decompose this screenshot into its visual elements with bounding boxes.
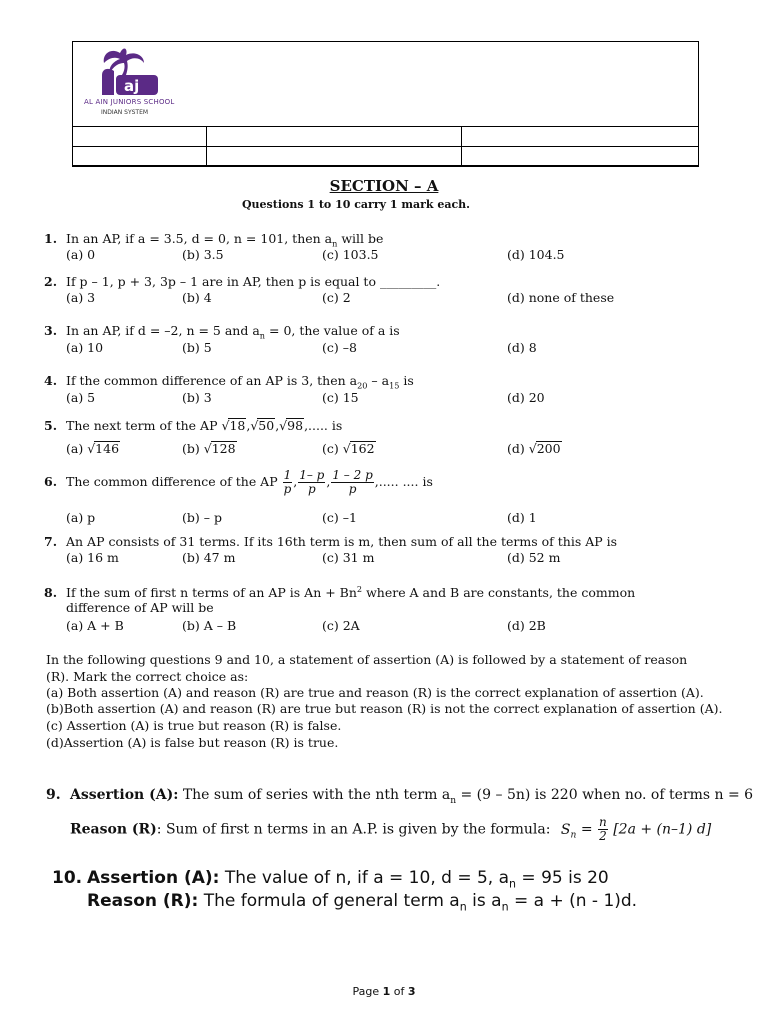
q3-option-a: (a) 10: [66, 340, 104, 355]
question-7: 7. An AP consists of 31 terms. If its 16th term is m, then sum of all the terms of this AP is: [44, 534, 618, 549]
question-2: 2. If p – 1, p + 3, 3p – 1 are in AP, then p is equal to _________.: [44, 274, 441, 289]
q7-option-b: (b) 47 m: [182, 550, 236, 565]
question-1: 1. In an AP, if a = 3.5, d = 0, n = 101, then $a_n$ will be: [44, 231, 384, 249]
section-subtitle: Questions 1 to 10 carry 1 mark each.: [241, 198, 471, 211]
q8-option-b: (b) A – B: [182, 618, 237, 633]
q1-option-c: (c) 103.5: [322, 247, 379, 262]
q3-option-d: (d) 8: [507, 340, 537, 355]
q2-option-c: (c) 2: [322, 290, 351, 305]
q4-option-c: (c) 15: [322, 390, 359, 405]
question-6: 6. The common difference of the AP $\frac{1}{p}$ , $\frac{1- p}{p}$ , $\frac{1 - 2 p}{p}$ ,..... .... is: [44, 468, 433, 497]
q4-option-d: (d) 20: [507, 390, 545, 405]
question-8: 8. If the sum of first n terms of an AP is $An + Bn^2$ where A and B are constants, the common: [44, 584, 636, 601]
q1-option-d: (d) 104.5: [507, 247, 565, 262]
q8-option-c: (c) 2A: [322, 618, 360, 633]
page-number: Page 1 of 3: [352, 985, 416, 998]
q1-option-b: (b) 3.5: [182, 247, 224, 262]
school-name: AL AIN JUNIORS SCHOOL: [84, 98, 175, 106]
header-grid: [72, 126, 699, 167]
section-title: SECTION – A: [329, 177, 439, 195]
question-9-reason: Reason (R): Sum of first n terms in an A.P. is given by the formula: $S_n$ = $\frac{n}{2}$ [2a + (n–1) d]: [70, 815, 712, 844]
fraction: $\frac{1- p}{p}$: [299, 468, 325, 497]
question-10-reason: Reason (R): The formula of general term $a_n$ is $a_n = a + (n - 1)d$.: [87, 891, 638, 914]
q5-option-c: (c) √162: [322, 441, 375, 456]
q4-option-b: (b) 3: [182, 390, 212, 405]
q2-option-d: (d) none of these: [507, 290, 615, 305]
q8-option-d: (d) 2B: [507, 618, 546, 633]
q5-option-d: (d) √200: [507, 441, 561, 456]
q3-option-c: (c) –8: [322, 340, 357, 355]
fraction: $\frac{1 - 2 p}{p}$: [332, 468, 373, 497]
q1-option-a: (a) 0: [66, 247, 96, 262]
assertion-intro-line-1: In the following questions 9 and 10, a statement of assertion (A) is followed by a statement of reason: [46, 652, 688, 667]
q7-option-c: (c) 31 m: [322, 550, 375, 565]
q3-option-b: (b) 5: [182, 340, 212, 355]
fraction: $\frac{1}{p}$: [283, 468, 292, 497]
q8-option-a: (a) A + B: [66, 618, 124, 633]
school-system: INDIAN SYSTEM: [101, 109, 149, 116]
assertion-choice-b: (b)Both assertion (A) and reason (R) are true but reason (R) is not the correct explanation of assertion (A).: [46, 701, 723, 716]
q6-option-a: (a) p: [66, 510, 96, 525]
q5-option-b: (b) √128: [182, 441, 236, 456]
q2-option-a: (a) 3: [66, 290, 96, 305]
question-5: 5. The next term of the AP √18,√50,√98,..... is: [44, 418, 343, 433]
formula-fraction: $\frac{n}{2}$: [599, 815, 607, 844]
q7-option-d: (d) 52 m: [507, 550, 561, 565]
assertion-choice-c: (c) Assertion (A) is true but reason (R) is false.: [46, 718, 342, 733]
q6-option-b: (b) – p: [182, 510, 222, 525]
q6-option-c: (c) –1: [322, 510, 357, 525]
question-3: 3. In an AP, if d = –2, n = 5 and $a_n = 0$, the value of a is: [44, 323, 400, 341]
q2-option-b: (b) 4: [182, 290, 212, 305]
q5-option-a: (a) √146: [66, 441, 120, 456]
q6-option-d: (d) 1: [507, 510, 537, 525]
school-logo-icon: [100, 45, 162, 97]
assertion-choice-d: (d)Assertion (A) is false but reason (R) is true.: [46, 735, 339, 750]
question-4: 4. If the common difference of an AP is 3, then $a_{20} - a_{15}$ is: [44, 373, 414, 391]
q4-option-a: (a) 5: [66, 390, 96, 405]
q7-option-a: (a) 16 m: [66, 550, 119, 565]
question-9-assertion: 9. Assertion (A): The sum of series with the nth term $a_n = (9 - 5n)$ is 220 when no. of terms n = 6: [46, 787, 754, 806]
assertion-intro-line-2: (R). Mark the correct choice as:: [46, 669, 249, 684]
question-10-assertion: 10. Assertion (A): The value of n, if a = 10, d = 5, $a_n = 95$ is 20: [52, 868, 609, 891]
q8-text-line2: difference of AP will be: [66, 600, 214, 615]
svg-text:aj: aj: [124, 77, 140, 95]
assertion-choice-a: (a) Both assertion (A) and reason (R) are true and reason (R) is the correct explanation of assertion (A).: [46, 685, 704, 700]
